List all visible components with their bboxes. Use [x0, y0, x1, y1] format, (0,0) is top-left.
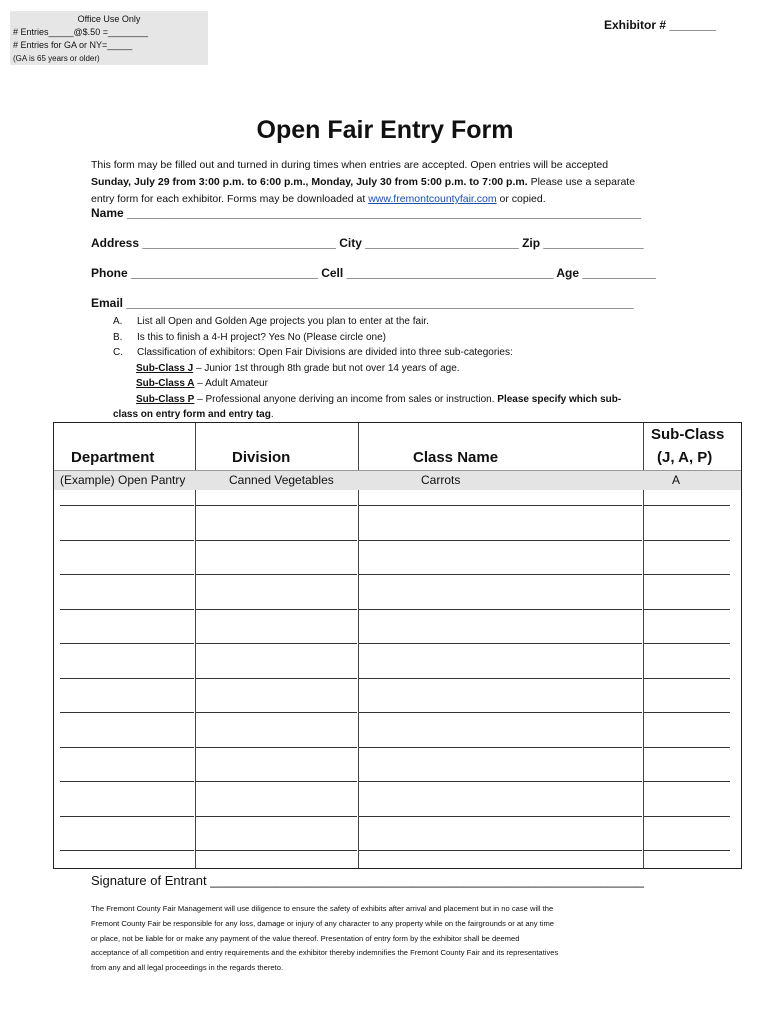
subclass-p-label: Sub-Class P	[136, 393, 195, 405]
entry-blank-line[interactable]	[359, 816, 642, 817]
list-item-number: C.	[113, 347, 123, 358]
entry-blank-line[interactable]	[60, 643, 194, 644]
list-item-number: A.	[113, 316, 123, 327]
entry-blank-line[interactable]	[644, 712, 730, 713]
entries-table	[53, 422, 742, 869]
entry-blank-line[interactable]	[196, 816, 357, 817]
entry-blank-line[interactable]	[60, 816, 194, 817]
entry-blank-line[interactable]	[60, 781, 194, 782]
entry-dates: Sunday, July 29 from 3:00 p.m. to 6:00 p.m., Monday, July 30 from 5:00 p.m. to 7:00 p.m.	[91, 176, 528, 188]
intro-line-3-pre: entry form for each exhibitor. Forms may be downloaded at	[91, 193, 369, 205]
disclaimer-line: or place, not be liable for or make any payment of the value thereof. Presentation of entry form by the exhibitor shall be deemed	[91, 933, 520, 943]
example-division: Canned Vegetables	[229, 473, 334, 487]
entry-blank-line[interactable]	[359, 574, 642, 575]
subclass-a-label: Sub-Class A	[136, 378, 195, 389]
entry-blank-line[interactable]	[644, 505, 730, 506]
disclaimer-line: acceptance of all competition and entry requirements and the exhibitor thereby indemnifies the Fremont County Fair and its representatives	[91, 948, 559, 958]
entry-blank-line[interactable]	[60, 712, 194, 713]
entry-blank-line[interactable]	[359, 747, 642, 748]
subclass-j-text: – Junior 1st through 8th grade but not over 14 years of age.	[193, 362, 460, 374]
example-class-name: Carrots	[421, 473, 461, 487]
entry-blank-line[interactable]	[196, 678, 357, 679]
list-item-number: B.	[113, 331, 123, 343]
list-item-text: Is this to finish a 4-H project? Yes No (Please circle one)	[137, 331, 387, 343]
office-use-title: Office Use Only	[77, 14, 141, 24]
entry-blank-line[interactable]	[359, 643, 642, 644]
fair-website-link[interactable]: www.fremontcountyfair.com	[368, 193, 497, 205]
entry-blank-line[interactable]	[60, 574, 194, 575]
entry-blank-line[interactable]	[196, 781, 357, 782]
entry-blank-line[interactable]	[60, 678, 194, 679]
entry-blank-line[interactable]	[359, 609, 642, 610]
subclass-j	[113, 361, 693, 377]
header-department: Department	[71, 449, 155, 466]
entry-blank-line[interactable]	[644, 540, 730, 541]
entry-blank-line[interactable]	[644, 574, 730, 575]
disclaimer-line: The Fremont County Fair Management will use diligence to ensure the safety of exhibits after arrival and placement but in no case will the	[91, 904, 554, 913]
list-item-text: List all Open and Golden Age projects you plan to enter at the fair.	[137, 316, 429, 327]
subclass-note-end: .	[270, 409, 274, 420]
entry-blank-line[interactable]	[196, 747, 357, 748]
exhibitor-number-field[interactable]: Exhibitor # _______	[604, 18, 717, 32]
entry-blank-line[interactable]	[644, 781, 730, 782]
entry-blank-line[interactable]	[60, 505, 194, 506]
entry-blank-line[interactable]	[359, 712, 642, 713]
header-class-name: Class Name	[413, 449, 499, 466]
intro-paragraph	[91, 157, 691, 208]
list-item	[113, 314, 693, 330]
office-use-box	[10, 11, 208, 65]
subclass-a	[113, 376, 693, 392]
office-entries-line: # Entries_____@$.50 =________	[13, 27, 148, 37]
subclass-p-note: Please specify which sub-	[497, 393, 622, 405]
entry-blank-line[interactable]	[60, 747, 194, 748]
subclass-note-continued	[113, 407, 693, 423]
entry-blank-line[interactable]	[196, 643, 357, 644]
entry-blank-line[interactable]	[359, 505, 642, 506]
address-city-zip-field[interactable]: Address _____________________________ City _______________________ Zip _______________	[91, 236, 644, 250]
entry-blank-line[interactable]	[644, 609, 730, 610]
entry-blank-line[interactable]	[196, 540, 357, 541]
intro-line-2-rest: Please use a separate	[527, 176, 636, 188]
disclaimer-line: Fremont County Fair be responsible for any loss, damage or injury of any character to any property while on the fairgrounds or at any time	[91, 918, 555, 928]
intro-line-1: This form may be filled out and turned in during times when entries are accepted. Open entries will be accepted	[91, 159, 609, 171]
intro-line-3-post: or copied.	[496, 193, 546, 205]
subclass-note-cont: class on entry form and entry tag	[113, 409, 271, 420]
entry-blank-line[interactable]	[644, 643, 730, 644]
entry-blank-line[interactable]	[60, 609, 194, 610]
entry-blank-line[interactable]	[359, 540, 642, 541]
entry-blank-line[interactable]	[359, 850, 642, 851]
entry-blank-line[interactable]	[196, 574, 357, 575]
page-title: Open Fair Entry Form	[256, 116, 514, 144]
entry-blank-line[interactable]	[196, 712, 357, 713]
header-subclass: Sub-Class	[651, 426, 725, 443]
entry-blank-line[interactable]	[359, 781, 642, 782]
entry-blank-line[interactable]	[60, 540, 194, 541]
list-item	[113, 330, 693, 346]
subclass-p-text: – Professional anyone deriving an income from sales or instruction.	[194, 393, 498, 405]
entry-blank-line[interactable]	[196, 609, 357, 610]
subclass-p	[113, 392, 693, 408]
example-subclass: A	[672, 473, 681, 487]
entry-blank-line[interactable]	[644, 816, 730, 817]
example-department: (Example) Open Pantry	[60, 473, 186, 487]
disclaimer-line: from any and all legal proceedings in the regards thereto.	[91, 963, 284, 973]
name-field[interactable]: Name _____________________________________________________________________________	[91, 206, 641, 220]
disclaimer	[91, 902, 681, 976]
entry-blank-line[interactable]	[644, 678, 730, 679]
entry-blank-line[interactable]	[644, 850, 730, 851]
entry-blank-line[interactable]	[196, 505, 357, 506]
phone-cell-age-field[interactable]: Phone ____________________________ Cell _______________________________ Age ___________	[91, 266, 656, 280]
entry-blank-line[interactable]	[359, 678, 642, 679]
header-subclass-codes: (J, A, P)	[657, 449, 713, 466]
subclass-j-label: Sub-Class J	[136, 362, 194, 374]
intro-line-2	[91, 174, 691, 191]
entry-blank-line[interactable]	[644, 747, 730, 748]
entry-blank-line[interactable]	[196, 850, 357, 851]
entry-blank-line[interactable]	[60, 850, 194, 851]
list-item-text: Classification of exhibitors: Open Fair Divisions are divided into three sub-categories:	[137, 347, 513, 358]
instructions-list	[113, 314, 693, 423]
office-ga-note: (GA is 65 years or older)	[13, 54, 100, 63]
list-item	[113, 345, 693, 361]
subclass-a-text: – Adult Amateur	[194, 378, 268, 389]
signature-field[interactable]: Signature of Entrant ____________________________________________________________	[91, 873, 645, 888]
office-ga-line: # Entries for GA or NY=_____	[13, 40, 133, 50]
header-division: Division	[232, 449, 291, 466]
email-field[interactable]: Email ____________________________________________________________________________	[91, 296, 634, 310]
